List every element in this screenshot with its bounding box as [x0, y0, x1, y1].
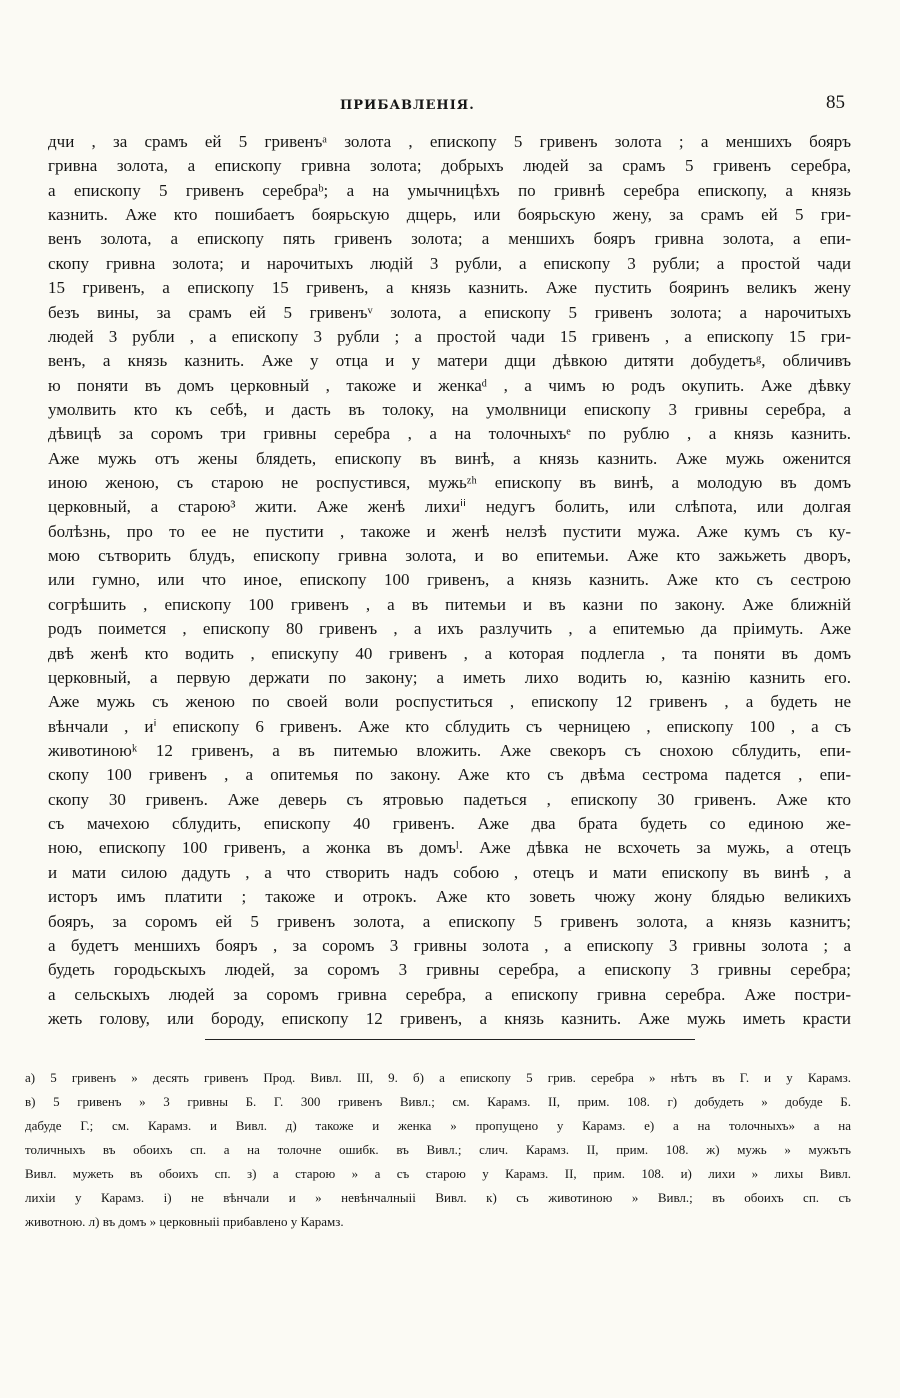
footnote-line: животною. л) въ домъ » церковныіі прибавлено у Карамз.: [25, 1214, 344, 1229]
text-line: скопу 30 гривенъ. Аже деверь съ ятровью падеться , епископу 30 гривенъ. Аже кто: [48, 789, 851, 809]
footnote-divider: [205, 1039, 695, 1040]
text-line: вѣнчали , иⁱ епископу 6 гривенъ. Аже кто сблудить съ черницею , епископу 100 , а съ: [48, 716, 851, 736]
text-line: и мати силою дадуть , а что створить надъ собою , отецъ и мати епископу въ винѣ , а: [48, 862, 851, 882]
footnote-line: Вивл. мужеть въ обоихъ сп. з) а старою » а съ старою у Карамз. II, прим. 108. и) лихи » лихы Вивл.: [25, 1166, 851, 1181]
text-line: дчи , за срамъ ей 5 гривенъᵃ золота , епископу 5 гривенъ золота ; а меншихъ бояръ: [48, 132, 851, 151]
footnote-line: толичныхъ въ обоихъ сп. а на толочне ошибк. въ Вивл.; слич. Карамз. II, прим. 108. ж) мужь » мужътъ: [25, 1142, 851, 1157]
text-line: животиноюᵏ 12 гривенъ, а въ питемью вложить. Аже свекоръ съ снохою сблудить, епи-: [48, 740, 851, 760]
text-line: съ мачехою сблудить, епископу 40 гривенъ. Аже два брата будеть со единою же-: [48, 814, 851, 834]
text-line: жеть голову, или бороду, епископу 12 гривенъ, а князь казнить. Аже мужь иметь красти: [48, 1008, 851, 1028]
footnotes: [25, 1066, 851, 1234]
text-line: а сельскыхъ людей за соромъ гривна серебра, а епископу гривна серебра. Аже постри-: [48, 984, 851, 1004]
footnote-line: а) 5 гривенъ » десять гривенъ Прод. Вивл. III, 9. б) а епископу 5 грив. серебра » нѣтъ въ Г. и у Карамз.: [25, 1070, 851, 1085]
text-line: умолвить кто къ себѣ, и дасть въ толоку, на умолвници епископу 3 гривны серебра, а: [48, 399, 851, 419]
text-line: а епископу 5 гривенъ серебраᵇ; а на умычницѣхъ по гривнѣ серебра епископу, а князь: [48, 180, 851, 200]
text-line: церковный, а первую держати по закону; а иметь лихо водить ю, казнію казнить его.: [48, 667, 851, 687]
text-line: 15 гривенъ, а епископу 15 гривенъ, а князь казнить. Аже пустить бояринъ великъ жену: [48, 278, 851, 298]
footnote-line: в) 5 гривенъ » 3 гривны Б. Г. 300 гривенъ Вивл.; см. Карамз. II, прим. 108. г) добудеть » добуде Б.: [25, 1094, 851, 1109]
footnote-line: лихіи у Карамз. і) не вѣнчали и » невѣнчалныіі Вивл. к) съ животиною » Вивл.; въ обоихъ сп. съ: [25, 1190, 851, 1205]
text-line: двѣ женѣ кто водить , епискупу 40 гривенъ , а которая подлегла , та поняти въ домъ: [48, 643, 851, 663]
text-line: а будетъ меншихъ бояръ , за соромъ 3 гривны золота , а епископу 3 гривны золота ; а: [48, 935, 851, 955]
text-line: болѣзнь, про то ее не пустити , такоже и женѣ нелзѣ пустити мужа. Аже кумъ съ ку-: [48, 521, 851, 541]
text-line: ною, епископу 100 гривенъ, а жонка въ домъˡ. Аже дѣвка не всхочеть за мужь, а отецъ: [48, 838, 851, 858]
text-line: Аже мужь съ женою по своей воли роспуститься , епископу 12 гривенъ , а будеть не: [48, 692, 851, 712]
page-number: 85: [826, 92, 845, 113]
text-line: венъ золота, а епископу пять гривенъ золота; а меншихъ бояръ гривна золота, а епи-: [48, 229, 851, 249]
text-line: Аже мужь отъ жены блядеть, епископу въ винѣ, а князь казнить. Аже мужь оженится: [48, 448, 851, 468]
text-line: или гумно, или что иное, епископу 100 гривенъ, а князь казнить. Аже кто съ сестрою: [48, 570, 851, 590]
text-line: будеть городьскыхъ людей, за соромъ 3 гривны серебра, а епископу 3 гривны серебра;: [48, 960, 851, 980]
text-line: иною женою, съ старою не роспустився, мужьᶻʰ епископу въ винѣ, а молодую въ домъ: [48, 473, 851, 493]
running-header: [0, 90, 900, 120]
text-line: родъ поимется , епископу 80 гривенъ , а ихъ разлучить , а епитемью да пріимуть. Аже: [48, 619, 851, 639]
text-line: церковный, а старою³ жити. Аже женѣ лихиⁱⁱ недугъ болить, или слѣпота, или долгая: [48, 497, 851, 517]
text-line: бояръ, за соромъ ей 5 гривенъ золота, а епископу 5 гривенъ золота, а князь казнитъ;: [48, 911, 851, 931]
text-line: людей 3 рубли , а епископу 3 рубли ; а простой чади 15 гривенъ , а епископу 15 гри-: [48, 326, 851, 346]
text-line: согрѣшить , епископу 100 гривенъ , а въ питемьи и въ казни по закону. Аже ближній: [48, 594, 851, 614]
running-title: ПРИБАВЛЕНІЯ.: [340, 98, 475, 113]
text-line: исторъ имъ платити ; такоже и отрокъ. Аже кто зоветь чюжу жону блядью великихъ: [48, 887, 851, 907]
text-line: скопу 100 гривенъ , а опитемья по закону. Аже кто съ двѣма сестрома падется , епи-: [48, 765, 851, 785]
text-line: венъ, а князь казнить. Аже у отца и у матери дщи дѣвкою дитяти добудетъᵍ, обличивъ: [48, 351, 851, 371]
text-line: мою сътворить блудъ, епископу гривна золота, и во епитемьи. Аже кто зажьжеть дворъ,: [48, 546, 851, 566]
text-line: скопу гривна золота; и нарочитыхъ людій 3 рубли, а епископу 3 рубли; а простой чади: [48, 253, 851, 273]
text-line: безъ вины, за срамъ ей 5 гривенъᵛ золота, а епископу 5 гривенъ золота; а нарочитыхъ: [48, 302, 851, 322]
main-text: [48, 130, 851, 1031]
text-line: казнить. Аже кто пошибаетъ боярьскую дщерь, или боярьскую жену, за срамъ ей 5 гри-: [48, 205, 851, 225]
text-line: дѣвицѣ за соромъ три гривны серебра , а на толочныхъᵉ по рублю , а князь казнить.: [48, 424, 851, 444]
text-line: гривна золота, а епископу гривна золота; добрыхъ людей за срамъ 5 гривенъ серебра,: [48, 156, 851, 176]
footnote-line: дабуде Г.; см. Карамз. и Вивл. д) такоже и женка » пропущено у Карамз. е) а на толочныхъ» а на: [25, 1118, 851, 1133]
text-line: ю поняти въ домъ церковный , такоже и женкаᵈ , а чимъ ю родъ окупить. Аже дѣвку: [48, 375, 851, 395]
